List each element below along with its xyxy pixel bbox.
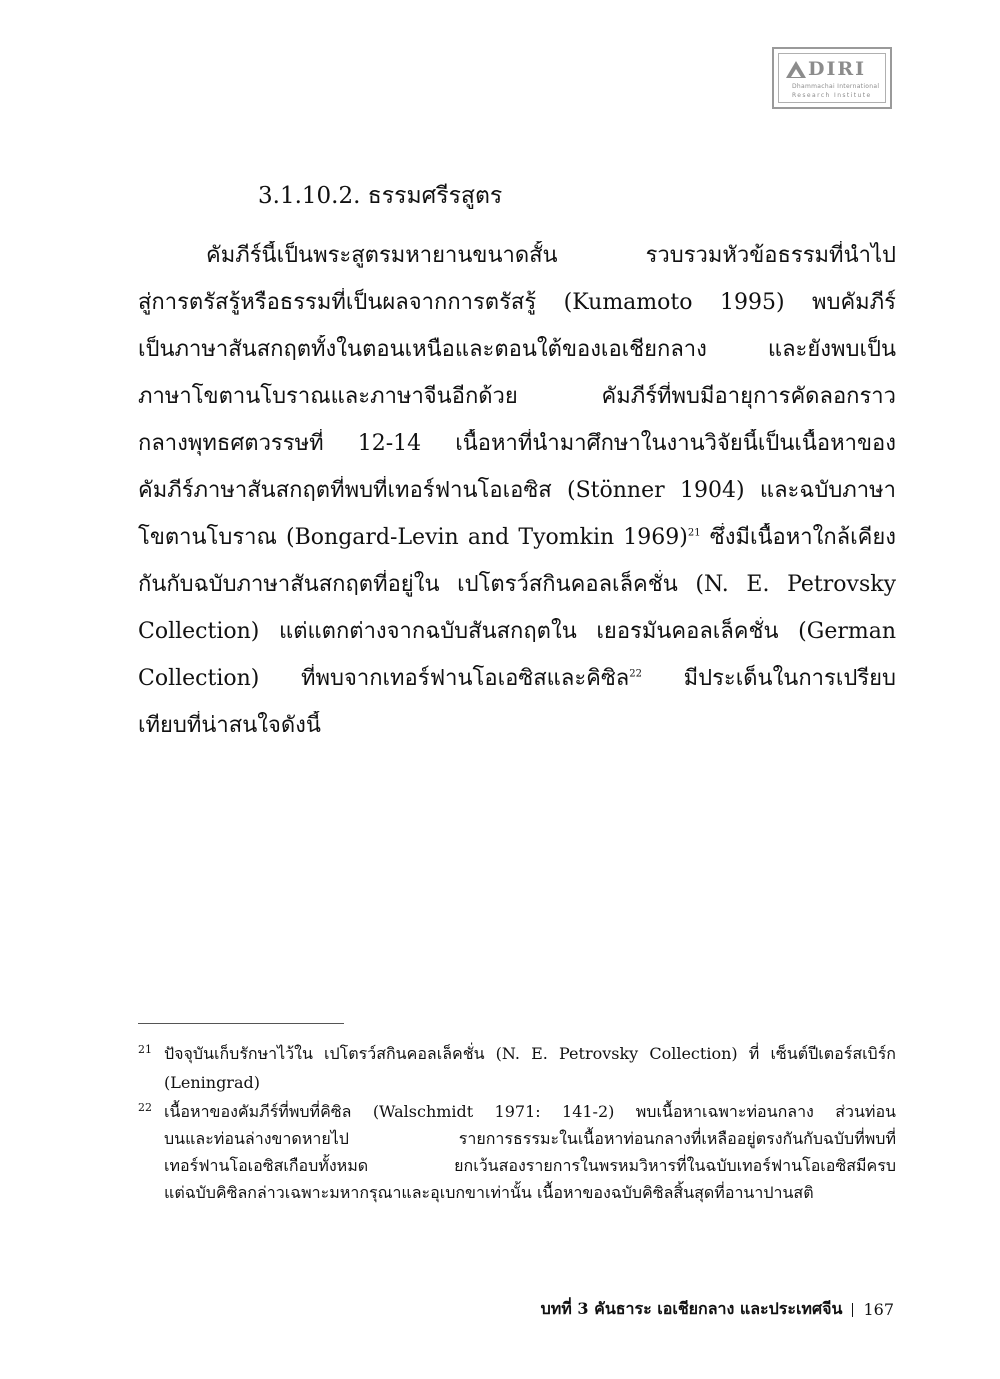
logo-subtitle-line2: Research Institute xyxy=(792,92,872,99)
footnote-22-line-4: แต่ฉบับคิซิลกล่าวเฉพาะมหากรุณาและอุเบกขาเท่านั้น เนื้อหาของฉบับคิซิลสิ้นสุดที่อานาปานสติ xyxy=(164,1183,814,1202)
body-line-10-text: Collection) ที่พบจากเทอร์ฟานโอเอซิสและคิซิล xyxy=(138,666,630,691)
body-line-7-tail: ซึ่งมีเนื้อหาใกล้เคียง xyxy=(700,525,896,550)
footnote-ref-21[interactable]: 21 xyxy=(687,527,701,539)
body-line-7-text: โขตานโบราณ (Bongard-Levin and Tyomkin 1969) xyxy=(138,525,688,550)
page-number: 167 xyxy=(863,1300,894,1319)
body-line-4: ภาษาโขตานโบราณและภาษาจีนอีกด้วย คัมภีร์ที่พบมีอายุการคัดลอกราว xyxy=(138,384,896,409)
body-line-10 xyxy=(138,664,896,694)
body-line-11: เทียบที่น่าสนใจดังนี้ xyxy=(138,713,321,738)
body-line-2: สู่การตรัสรู้หรือธรรมที่เป็นผลจากการตรัสรู้ (Kumamoto 1995) พบคัมภีร์ xyxy=(138,290,896,315)
logo-subtitle-line1: Dhammachai International xyxy=(792,83,880,90)
body-line-1: คัมภีร์นี้เป็นพระสูตรมหายานขนาดสั้น รวบรวมหัวข้อธรรมที่นำไป xyxy=(206,243,896,268)
body-line-5: กลางพุทธศตวรรษที่ 12-14 เนื้อหาที่นำมาศึกษาในงานวิจัยนี้เป็นเนื้อหาของ xyxy=(138,431,896,456)
body-line-10-tail: มีประเด็นในการเปรียบ xyxy=(642,666,896,691)
footnote-22-line-3: เทอร์ฟานโอเอซิสเกือบทั้งหมด ยกเว้นสองรายการในพรหมวิหารที่ในฉบับเทอร์ฟานโอเอซิสมีครบ xyxy=(164,1156,896,1175)
footnote-22-number: 22 xyxy=(138,1101,152,1114)
body-line-7 xyxy=(138,523,896,553)
body-line-3: เป็นภาษาสันสกฤตทั้งในตอนเหนือและตอนใต้ของเอเชียกลาง และยังพบเป็น xyxy=(138,337,896,362)
footnote-ref-22[interactable]: 22 xyxy=(629,668,642,680)
footnote-22-line-1: เนื้อหาของคัมภีร์ที่พบที่คิซิล (Walschmidt 1971: 141-2) พบเนื้อหาเฉพาะท่อนกลาง ส่วนท่อน xyxy=(164,1102,896,1121)
logo-wordmark: DIRI xyxy=(808,58,867,80)
chapter-title: บทที่ 3 คันธาระ เอเชียกลาง และประเทศจีน xyxy=(540,1299,843,1318)
footnote-separator xyxy=(138,1023,344,1024)
body-line-6: คัมภีร์ภาษาสันสกฤตที่พบที่เทอร์ฟานโอเอซิส (Stönner 1904) และฉบับภาษา xyxy=(138,478,896,503)
footer-divider xyxy=(852,1303,853,1317)
diri-logo xyxy=(772,47,892,109)
body-line-9: Collection) แต่แตกต่างจากฉบับสันสกฤตใน เยอรมันคอลเล็คชั่น (German xyxy=(138,619,896,644)
triangle-logo-inner-icon xyxy=(791,69,801,77)
footnote-21-line-1: ปัจจุบันเก็บรักษาไว้ใน เปโตรว์สกินคอลเล็คชั่น (N. E. Petrovsky Collection) ที่ เซ็นต์ปีเตอร์สเบิร์ก xyxy=(164,1044,896,1063)
footnote-21-number: 21 xyxy=(138,1043,152,1056)
body-line-8: กันกับฉบับภาษาสันสกฤตที่อยู่ใน เปโตรว์สกินคอลเล็คชั่น (N. E. Petrovsky xyxy=(138,572,896,597)
section-heading: 3.1.10.2. ธรรมศรีรสูตร xyxy=(258,183,503,209)
running-footer xyxy=(541,1297,894,1322)
footnote-22-line-2: บนและท่อนล่างขาดหายไป รายการธรรมะในเนื้อหาท่อนกลางที่เหลืออยู่ตรงกันกับฉบับที่พบที่ xyxy=(164,1129,896,1148)
footnote-21-line-2: (Leningrad) xyxy=(164,1073,260,1092)
